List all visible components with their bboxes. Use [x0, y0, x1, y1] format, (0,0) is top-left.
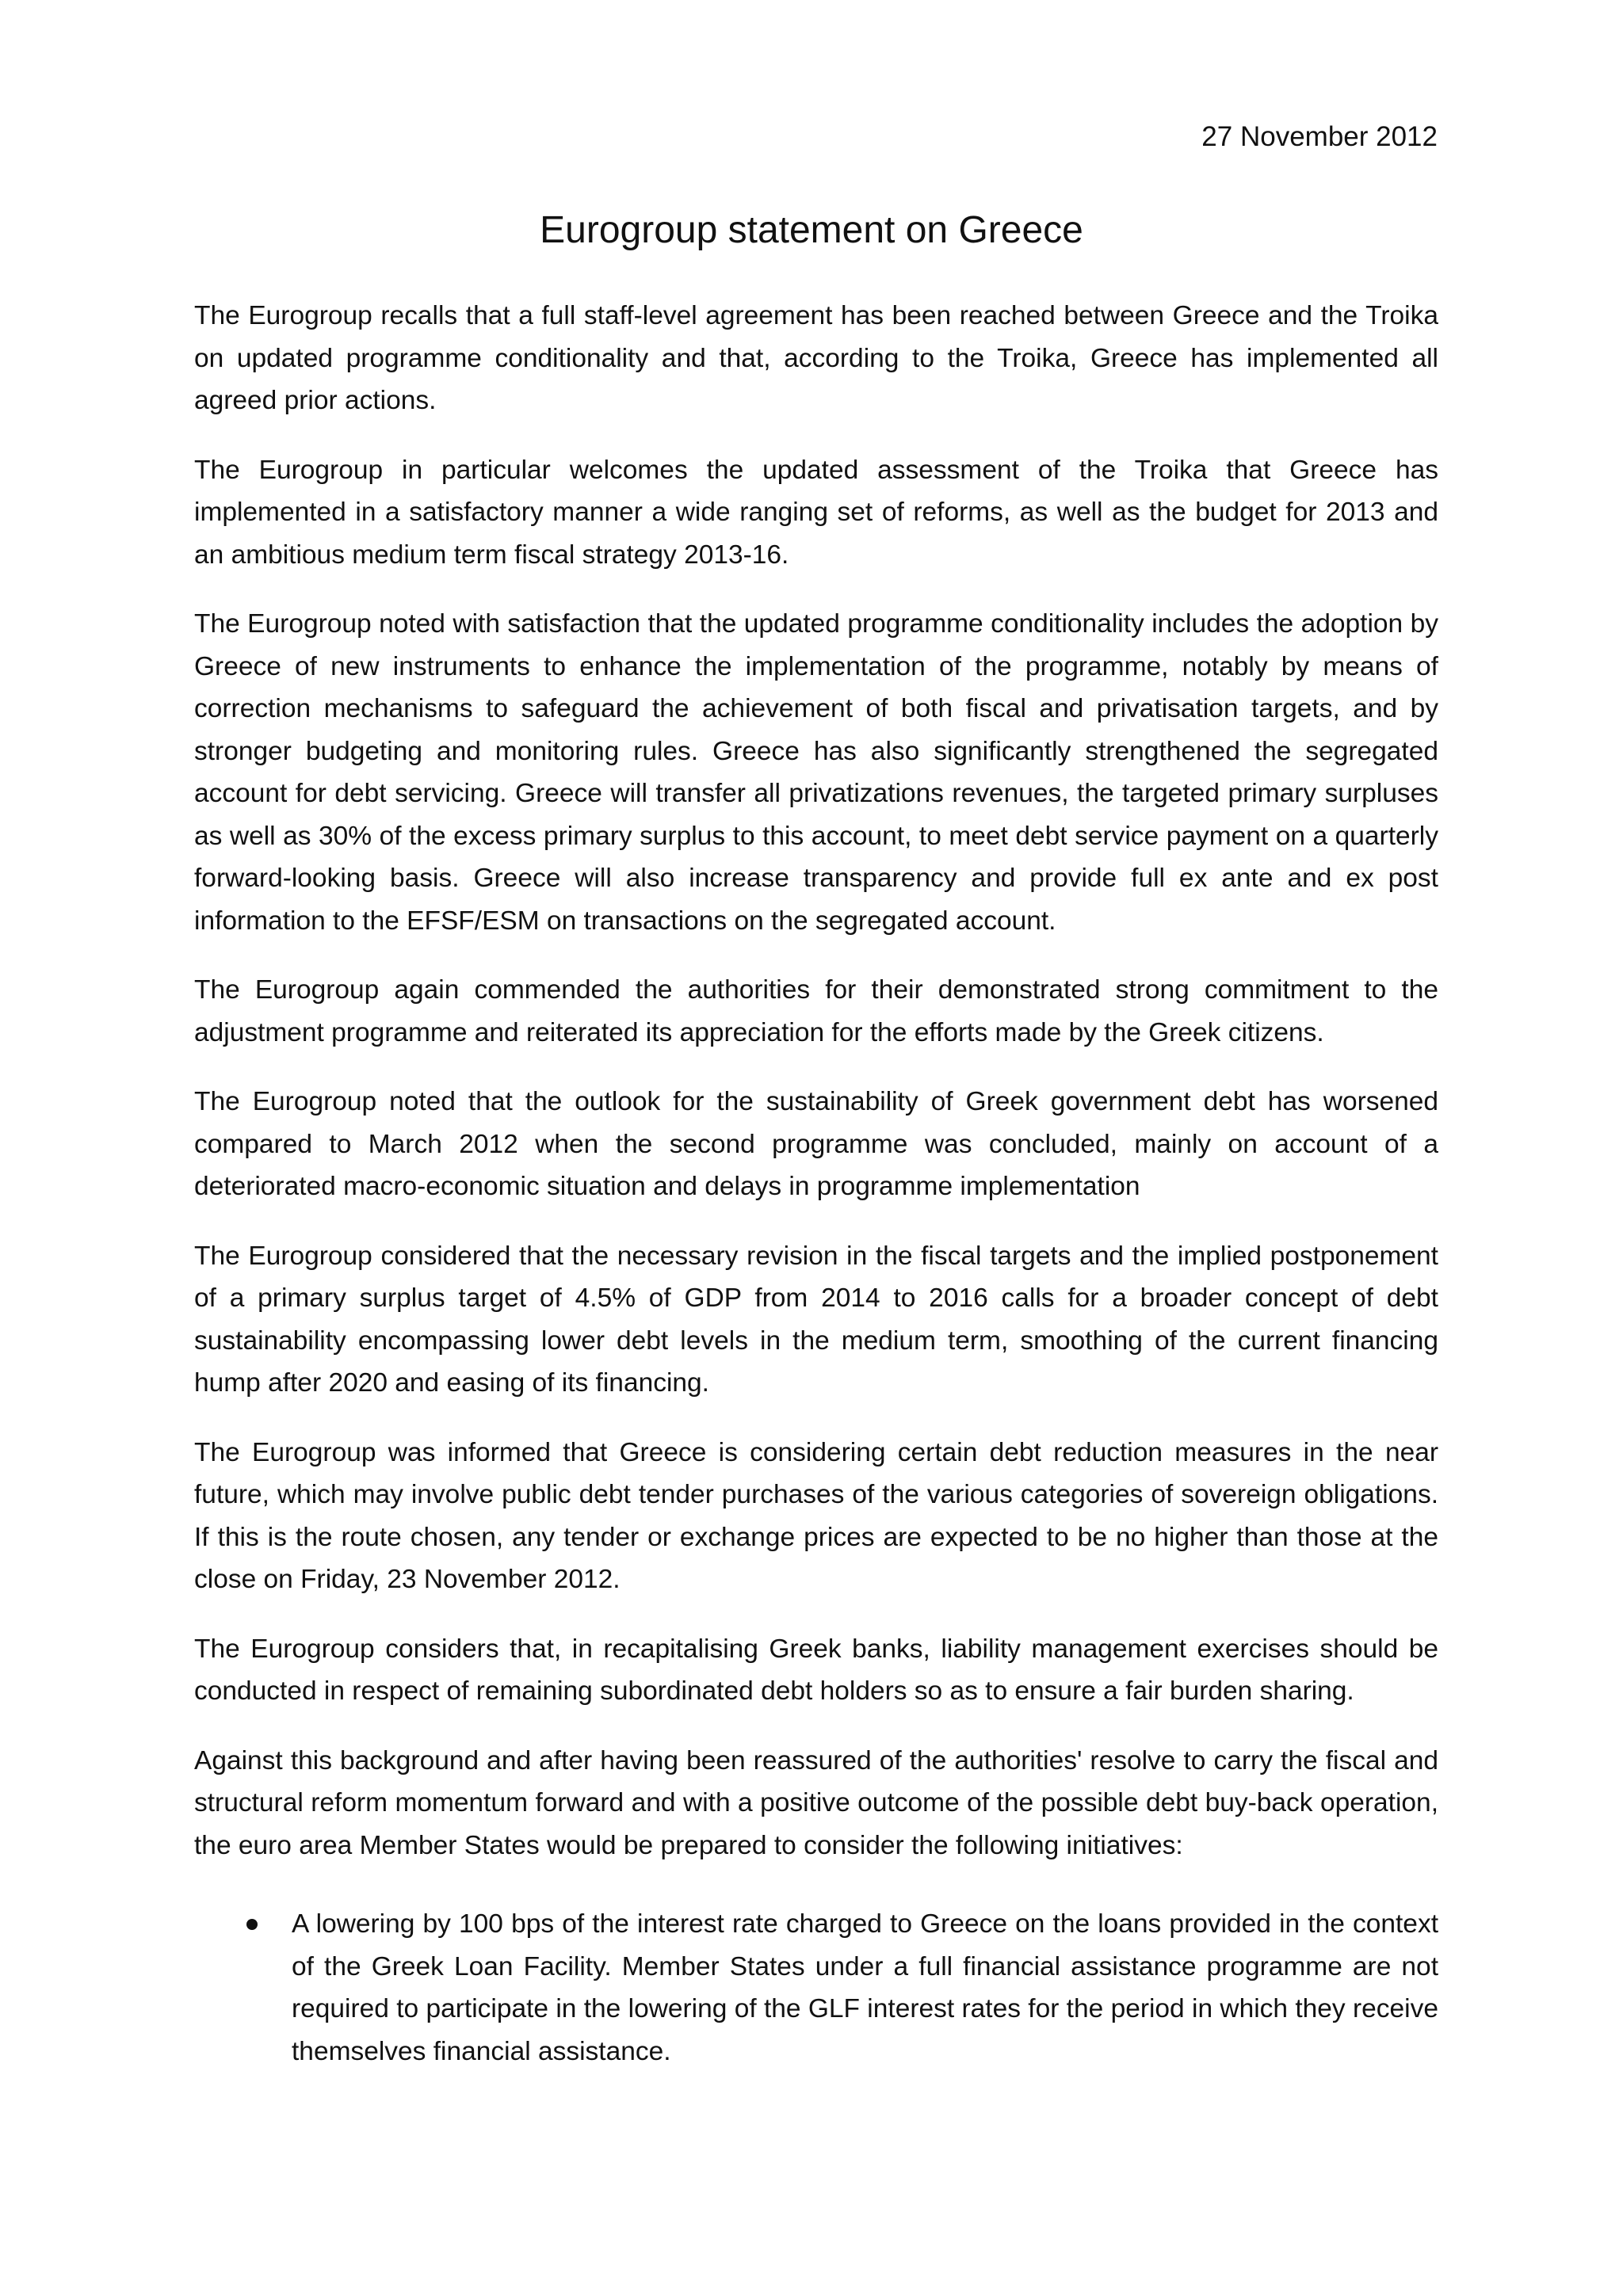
document-body	[194, 295, 1438, 2073]
paragraph: The Eurogroup recalls that a full staff-level agreement has been reached between Greece and the Troika on updated programme conditionality and that, according to the Troika, Greece has implemented all agreed prior actions.	[194, 301, 1438, 415]
bullet-item	[194, 1903, 1438, 2073]
document-title: Eurogroup statement on Greece	[540, 209, 1083, 251]
bullet-list	[194, 1903, 1438, 2073]
paragraph: The Eurogroup was informed that Greece is considering certain debt reduction measures in the near future, which may involve public debt tender purchases of the various categories of sovereign obligations. If this is the route chosen, any tender or exchange prices are expected to be no higher than those at the close on Friday, 23 November 2012.	[194, 1437, 1438, 1594]
bullet-dot-icon	[246, 1919, 258, 1930]
paragraph: The Eurogroup considered that the necessary revision in the fiscal targets and the implied postponement of a primary surplus target of 4.5% of GDP from 2014 to 2016 calls for a broader concept of debt sustainability encompassing lower debt levels in the medium term, smoothing of the current financing hump after 2020 and easing of its financing.	[194, 1241, 1438, 1398]
paragraph: The Eurogroup noted with satisfaction that the updated programme conditionality includes the adoption by Greece of new instruments to enhance the implementation of the programme, notably by means of correction mechanisms to safeguard the achievement of both fiscal and privatisation targets, and by stronger budgeting and monitoring rules. Greece has also significantly strengthened the segregated account for debt servicing. Greece will transfer all privatizations revenues, the targeted primary surpluses as well as 30% of the excess primary surplus to this account, to meet debt service payment on a quarterly forward-looking basis. Greece will also increase transparency and provide full ex ante and ex post information to the EFSF/ESM on transactions on the segregated account.	[194, 609, 1438, 936]
document-date: 27 November 2012	[1201, 121, 1438, 152]
bullet-text: A lowering by 100 bps of the interest rate charged to Greece on the loans provided in the context of the Greek Loan Facility. Member States under a full financial assistance programme are not required to participate in the lowering of the GLF interest rates for the period in which they receive themselves financial assistance.	[292, 1909, 1438, 2066]
paragraph: The Eurogroup noted that the outlook for the sustainability of Greek government debt has worsened compared to March 2012 when the second programme was concluded, mainly on account of a deteriorated macro-economic situation and delays in programme implementation	[194, 1087, 1438, 1201]
paragraph: The Eurogroup considers that, in recapitalising Greek banks, liability management exercises should be conducted in respect of remaining subordinated debt holders so as to ensure a fair burden sharing.	[194, 1634, 1438, 1706]
paragraph: The Eurogroup again commended the authorities for their demonstrated strong commitment to the adjustment programme and reiterated its appreciation for the efforts made by the Greek citizens.	[194, 975, 1438, 1047]
paragraph: Against this background and after having been reassured of the authorities' resolve to carry the fiscal and structural reform momentum forward and with a positive outcome of the possible debt buy-back operation, the euro area Member States would be prepared to consider the following initiatives:	[194, 1745, 1438, 1860]
paragraph: The Eurogroup in particular welcomes the updated assessment of the Troika that Greece has implemented in a satisfactory manner a wide ranging set of reforms, as well as the budget for 2013 and an ambitious medium term fiscal strategy 2013-16.	[194, 455, 1438, 570]
